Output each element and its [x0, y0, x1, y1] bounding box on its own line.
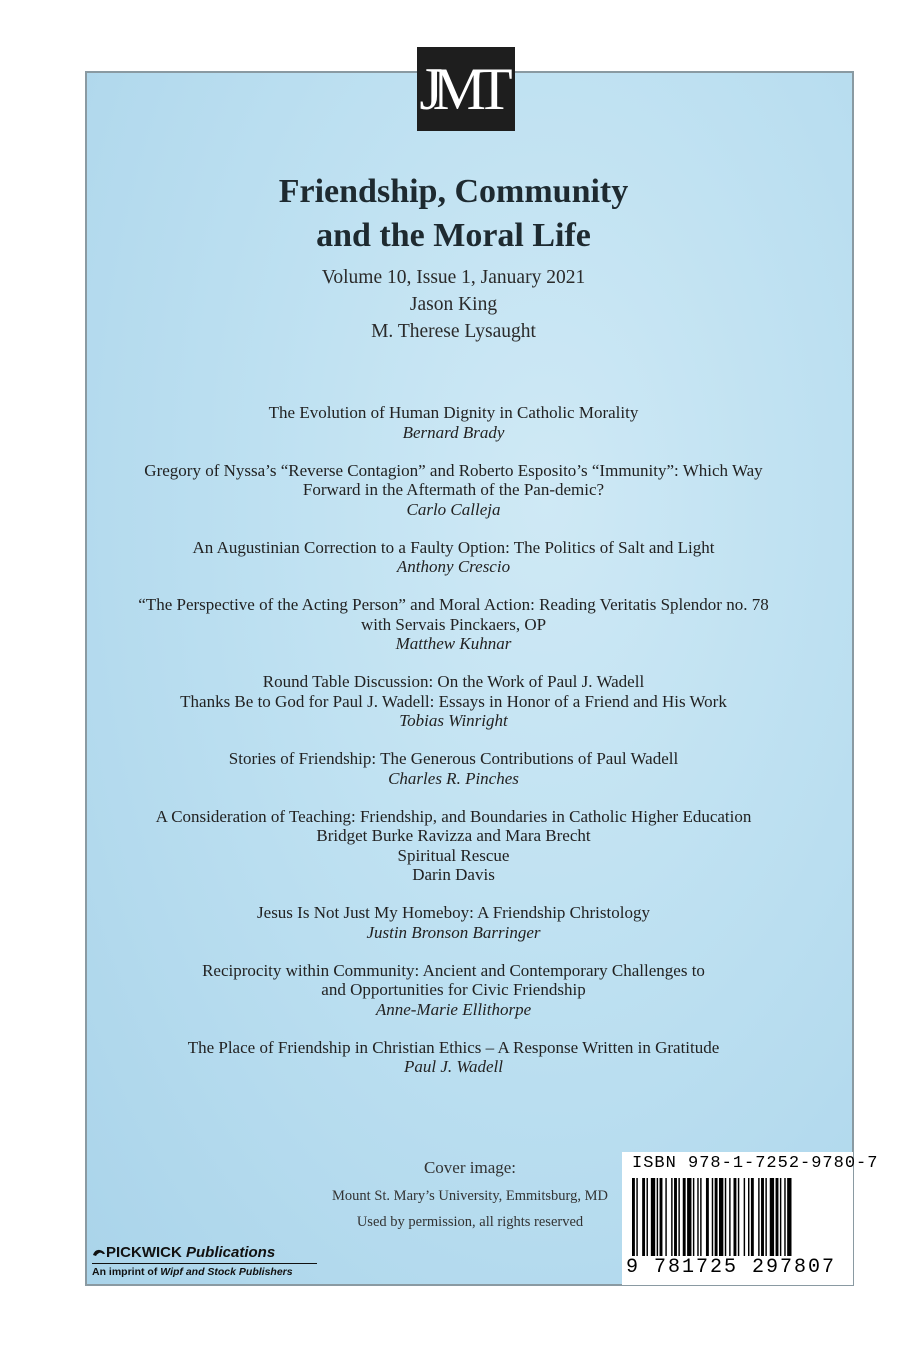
article-line: Bridget Burke Ravizza and Mara Brecht [316, 826, 591, 845]
article-author: Anne-Marie Ellithorpe [375, 999, 532, 1019]
barcode-bar [674, 1178, 677, 1256]
cover-credit-location: Mount St. Mary’s University, Emmitsburg, MD [332, 1188, 608, 1204]
barcode-digits: 9 781725 297807 [626, 1256, 837, 1279]
toc-entry [0, 595, 907, 654]
publisher-name-part1: PICKWICK [106, 1244, 182, 1261]
article-title: Gregory of Nyssa’s “Reverse Contagion” and Roberto Esposito’s “Immunity”: Which Way [144, 460, 763, 480]
article-title: The Evolution of Human Dignity in Catholic Morality [268, 403, 639, 422]
publisher-imprint [92, 1266, 332, 1278]
logo-text: JMT [419, 56, 503, 122]
barcode-bar [660, 1178, 663, 1256]
book-title-line-2: and the Moral Life [316, 217, 591, 254]
toc-entry [0, 403, 907, 442]
isbn-text: ISBN 978-1-7252-9780-7 [632, 1154, 879, 1173]
barcode-bar [748, 1178, 749, 1256]
table-of-contents [0, 403, 907, 1095]
article-title: Round Table Discussion: On the Work of Paul J. Wadell [262, 672, 645, 691]
article-author: Bernard Brady [402, 422, 505, 442]
barcode-bar [784, 1178, 785, 1256]
article-title: The Place of Friendship in Christian Ethics – A Response Written in Gratitude [187, 1037, 720, 1057]
imprint-prefix: An imprint of [92, 1266, 158, 1278]
publisher-block [92, 1244, 332, 1278]
article-author: Matthew Kuhnar [395, 634, 512, 653]
publisher-name-part2: Publications [186, 1244, 276, 1261]
barcode-bar [712, 1178, 713, 1256]
toc-entry [0, 749, 907, 788]
barcode-bar [761, 1178, 764, 1256]
cover-credit-permission: Used by permission, all rights reserved [356, 1214, 584, 1230]
barcode-bar [719, 1178, 723, 1256]
barcode-bar [642, 1178, 645, 1256]
barcode-bar [770, 1178, 774, 1256]
barcode-bar [780, 1178, 781, 1256]
barcode-bar [693, 1178, 694, 1256]
toc-entry [0, 461, 907, 520]
toc-entry [0, 538, 907, 577]
article-title-cont: Forward in the Aftermath of the Pan-demic? [302, 480, 605, 499]
pickwick-logo-icon [92, 1248, 106, 1258]
barcode-bar [787, 1178, 791, 1256]
toc-entry [0, 672, 907, 731]
book-title-line-1: Friendship, Community [278, 173, 629, 210]
article-author: Charles R. Pinches [388, 768, 519, 788]
barcode-bar [665, 1178, 666, 1256]
article-title: An Augustinian Correction to a Faulty Option: The Politics of Salt and Light [192, 537, 715, 557]
barcode-bar [657, 1178, 658, 1256]
barcode-bar [776, 1178, 779, 1256]
barcode-bar [751, 1178, 754, 1256]
barcode-bar [632, 1178, 635, 1256]
barcode-bars [630, 1178, 846, 1264]
article-title: Jesus Is Not Just My Homeboy: A Friendship Christology [257, 903, 650, 922]
barcode-bar [678, 1178, 679, 1256]
barcode-bar [706, 1178, 709, 1256]
article-title: “The Perspective of the Acting Person” and Moral Action: Reading Veritatis Splendor no. 78 [138, 595, 769, 614]
cover-credit-heading: Cover image: [423, 1158, 517, 1177]
barcode-bar [715, 1178, 718, 1256]
barcode-bar [651, 1178, 655, 1256]
article-title-cont: Thanks Be to God for Paul J. Wadell: Essays in Honor of a Friend and His Work [180, 691, 727, 711]
article-title-cont: with Servais Pinckaers, OP [360, 614, 547, 634]
toc-entry [0, 961, 907, 1020]
barcode-bar [765, 1178, 766, 1256]
article-title-cont: and Opportunities for Civic Friendship [321, 980, 586, 999]
publisher-name [92, 1244, 332, 1262]
barcode-bar [758, 1178, 759, 1256]
article-line: Spiritual Rescue [397, 845, 510, 865]
barcode-bar [734, 1178, 737, 1256]
article-title: Stories of Friendship: The Generous Contributions of Paul Wadell [228, 749, 679, 768]
article-author: Carlo Calleja [406, 499, 501, 519]
barcode-bar [738, 1178, 739, 1256]
barcode-bar [636, 1178, 637, 1256]
isbn-barcode [622, 1152, 879, 1285]
article-author: Paul J. Wadell [404, 1057, 503, 1076]
barcode-bar [687, 1178, 691, 1256]
article-line: Darin Davis [412, 865, 495, 884]
toc-entry [0, 807, 907, 885]
barcode-bar [697, 1178, 698, 1256]
article-author: Anthony Crescio [396, 557, 511, 576]
barcode-bar [647, 1178, 648, 1256]
barcode-bar [729, 1178, 730, 1256]
journal-logo [417, 47, 515, 131]
barcode-bar [700, 1178, 701, 1256]
article-author: Justin Bronson Barringer [366, 922, 541, 942]
publisher-rule [92, 1263, 317, 1264]
editor-2: M. Therese Lysaught [371, 321, 536, 342]
imprint-name: Wipf and Stock Publishers [160, 1266, 293, 1278]
toc-entry [0, 903, 907, 942]
article-title: A Consideration of Teaching: Friendship, and Boundaries in Catholic Higher Education [155, 806, 752, 826]
barcode-bar [725, 1178, 726, 1256]
toc-entry [0, 1038, 907, 1077]
editor-1: Jason King [409, 294, 498, 315]
barcode-bar [683, 1178, 686, 1256]
article-title: Reciprocity within Community: Ancient and Contemporary Challenges to [202, 960, 705, 980]
issue-info: Volume 10, Issue 1, January 2021 [321, 267, 586, 288]
barcode-bar [744, 1178, 745, 1256]
barcode-bar [671, 1178, 672, 1256]
article-author: Tobias Winright [399, 711, 508, 730]
